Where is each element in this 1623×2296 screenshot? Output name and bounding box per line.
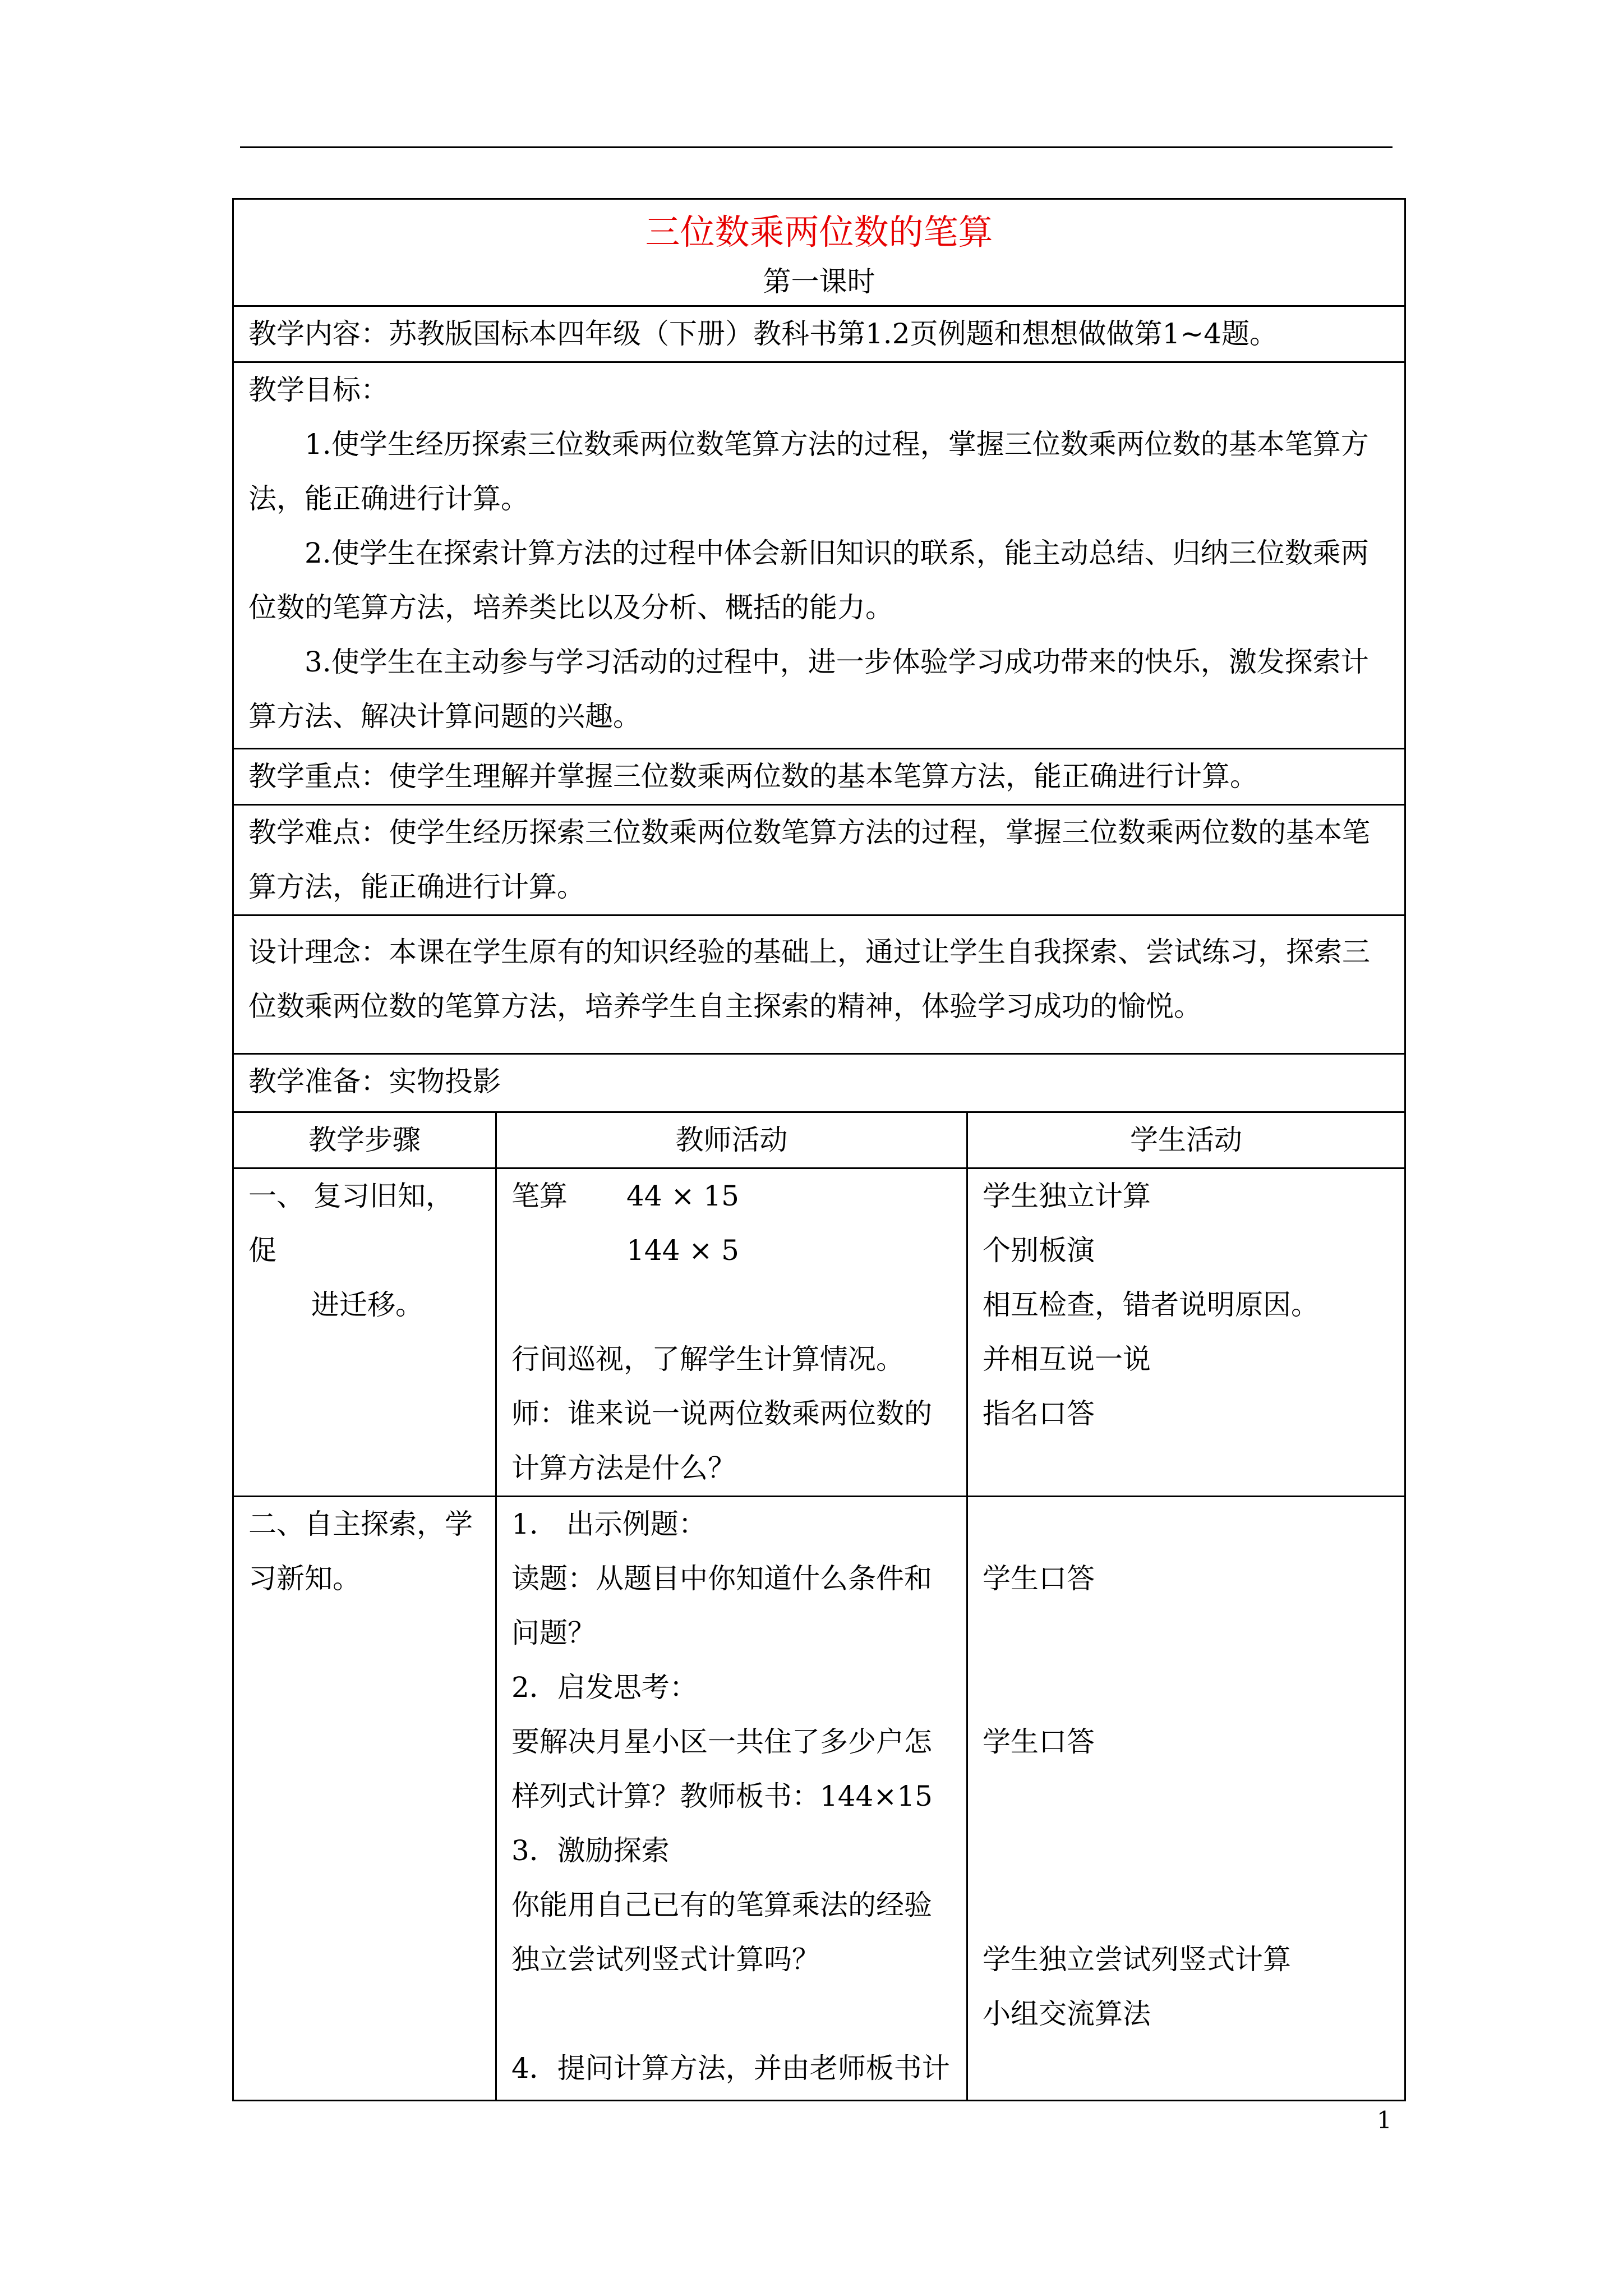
student-activity: 个别板演 <box>983 1234 1095 1267</box>
column-header-row <box>233 1112 1405 1168</box>
student-activity: 学生独立计算 <box>983 1180 1151 1212</box>
student-activity: 学生独立尝试列竖式计算 <box>983 1943 1291 1976</box>
teacher-activity: 师：谁来说一说两位数乘两位数的计算方法是什么？ <box>511 1397 932 1484</box>
page-number: 1 <box>1377 2106 1392 2134</box>
objectives-label: 教学目标： <box>248 374 389 406</box>
design-row <box>233 915 1405 1054</box>
teacher-activity: 3．激励探索 <box>511 1834 670 1867</box>
teacher-activity: 你能用自己已有的笔算乘法的经验独立尝试列竖式计算吗？ <box>511 1889 932 1976</box>
step2-name: 二、自主探索，学习新知。 <box>248 1508 473 1595</box>
calc-line-1 <box>511 1169 952 1223</box>
student-activity: 学生口答 <box>983 1562 1095 1595</box>
teacher-activity: 1. 出示例题： <box>511 1508 707 1540</box>
objective-item: 2.使学生在探索计算方法的过程中体会新旧知识的联系，能主动总结、归纳三位数乘两位数的笔算方法，培养类比以及分析、概括的能力。 <box>248 537 1369 624</box>
preparation: 教学准备：实物投影 <box>248 1065 501 1098</box>
document-title: 三位数乘两位数的笔算 <box>645 211 993 252</box>
step1-name-cont: 进迁移。 <box>311 1289 423 1321</box>
teacher-activity: 2．启发思考： <box>511 1671 698 1704</box>
difficulty: 教学难点：使学生经历探索三位数乘两位数笔算方法的过程，掌握三位数乘两位数的基本笔算方法，能正确进行计算。 <box>248 816 1370 903</box>
column-header: 教学步骤 <box>233 1112 496 1168</box>
content-row <box>233 306 1405 362</box>
teaching-content: 教学内容：苏教版国标本四年级（下册）教科书第1.2页例题和想想做做第1~4题。 <box>248 318 1278 350</box>
key-point-row <box>233 749 1405 805</box>
step1-row <box>233 1168 1405 1497</box>
student-activity: 相互检查，错者说明原因。 <box>983 1289 1319 1321</box>
calc-line-2 <box>511 1223 952 1278</box>
objective-item: 3.使学生在主动参与学习活动的过程中，进一步体验学习成功带来的快乐，激发探索计算方法、解决计算问题的兴趣。 <box>248 646 1369 733</box>
student-activity: 学生口答 <box>983 1726 1095 1758</box>
title-row <box>233 199 1405 306</box>
student-activity: 指名口答 <box>983 1397 1095 1430</box>
preparation-row <box>233 1054 1405 1112</box>
teacher-activity: 要解决月星小区一共住了多少户怎样列式计算？教师板书：144×15 <box>511 1726 933 1812</box>
teacher-activity: 读题：从题目中你知道什么条件和问题？ <box>511 1562 932 1649</box>
objective-item: 1.使学生经历探索三位数乘两位数笔算方法的过程，掌握三位数乘两位数的基本笔算方法，能正确进行计算。 <box>248 428 1369 515</box>
calc-expression: 44 × 15 <box>626 1180 739 1212</box>
header-rule <box>240 146 1393 148</box>
column-header: 学生活动 <box>967 1112 1405 1168</box>
teacher-activity: 4．提问计算方法，并由老师板书计 <box>511 2052 950 2085</box>
difficulty-row <box>233 805 1405 915</box>
step1-name: 一、 复习旧知，促 <box>248 1180 454 1267</box>
design-concept: 设计理念：本课在学生原有的知识经验的基础上，通过让学生自我探索、尝试练习，探索三位数乘两位数的笔算方法，培养学生自主探索的精神，体验学习成功的愉悦。 <box>248 936 1370 1023</box>
key-point: 教学重点：使学生理解并掌握三位数乘两位数的基本笔算方法，能正确进行计算。 <box>248 760 1258 793</box>
lesson-plan-table <box>232 198 1406 2101</box>
calc-label: 笔算 <box>511 1180 568 1212</box>
objectives-row <box>233 362 1405 749</box>
column-header: 教师活动 <box>496 1112 967 1168</box>
step2-row <box>233 1497 1405 2101</box>
teacher-activity: 行间巡视，了解学生计算情况。 <box>511 1343 904 1375</box>
calc-expression: 144 × 5 <box>626 1234 739 1267</box>
student-activity: 并相互说一说 <box>983 1343 1151 1375</box>
document-subtitle: 第一课时 <box>763 265 875 298</box>
student-activity: 小组交流算法 <box>983 1998 1151 2030</box>
